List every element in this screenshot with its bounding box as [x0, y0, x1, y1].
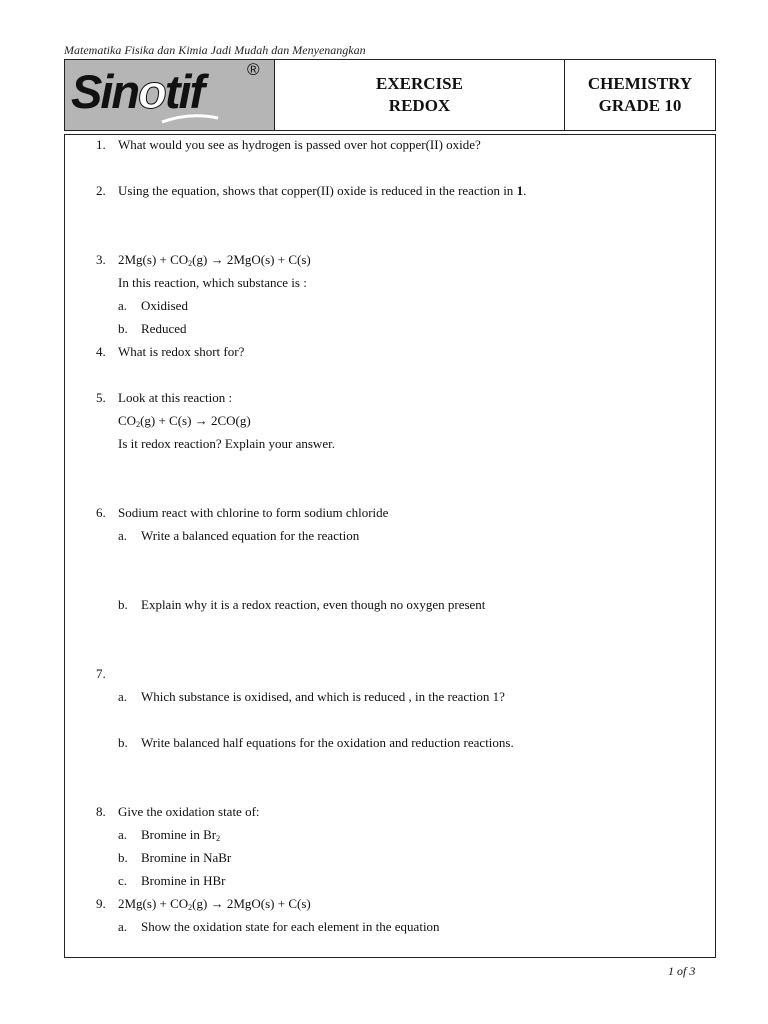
subject-line2: GRADE 10 [598, 96, 682, 115]
q8a-label: a. [118, 827, 128, 842]
q8b-label: b. [118, 850, 128, 865]
q2-number: 2. [96, 183, 106, 198]
registered-mark: ® [247, 60, 260, 79]
questions-box [64, 134, 716, 958]
q6a-text: Write a balanced equation for the reaction [141, 528, 360, 543]
q6-text: Sodium react with chlorine to form sodium chloride [118, 505, 389, 520]
q3-prompt: In this reaction, which substance is : [118, 275, 307, 290]
q9-equation: $2Mg(s) + CO_2(g) \to 2MgO(s) + C(s)$ [118, 896, 311, 912]
q5-equation: $CO_2(g) + C(s) \to 2CO(g)$ [118, 413, 251, 429]
q3-equation: $2Mg(s) + CO_2(g) \to 2MgO(s) + C(s)$ [118, 252, 311, 268]
q6b-text: Explain why it is a redox reaction, even though no oxygen present [141, 597, 486, 612]
q9a-text: Show the oxidation state for each element in the equation [141, 919, 440, 934]
q7b-label: b. [118, 735, 128, 750]
q4-text: What is redox short for? [118, 344, 245, 359]
q8a-text: Bromine in $Br_2$ [141, 827, 221, 843]
q1-text: What would you see as hydrogen is passed over hot copper(II) oxide? [118, 137, 481, 152]
logo-wordmark: Sinotif [71, 65, 204, 118]
q3a-text: Oxidised [141, 298, 188, 313]
q8c-text: Bromine in HBr [141, 873, 226, 888]
q3-number: 3. [96, 252, 106, 267]
q3b-label: b. [118, 321, 128, 336]
q3b-text: Reduced [141, 321, 187, 336]
exercise-title [275, 60, 565, 130]
q1-number: 1. [96, 137, 106, 152]
q5-follow: Is it redox reaction? Explain your answer. [118, 436, 335, 451]
logo [65, 60, 275, 130]
q6a-label: a. [118, 528, 128, 543]
q3a-label: a. [118, 298, 128, 313]
q8c-label: c. [118, 873, 128, 888]
title-line2: REDOX [388, 96, 451, 115]
q2-text: Using the equation, shows that copper(II) oxide is reduced in the reaction in 1. [118, 183, 527, 198]
q8-number: 8. [96, 804, 106, 819]
q8b-text: Bromine in NaBr [141, 850, 232, 865]
q4-number: 4. [96, 344, 106, 359]
page-number: 1 of 3 [668, 964, 696, 978]
q9-number: 9. [96, 896, 106, 911]
tagline: Matematika Fisika dan Kimia Jadi Mudah dan Menyenangkan [64, 43, 366, 57]
q5-text: Look at this reaction : [118, 390, 233, 405]
q6-number: 6. [96, 505, 106, 520]
title-line1: EXERCISE [376, 74, 463, 93]
q8-text: Give the oxidation state of: [118, 804, 260, 819]
logo-swoosh-icon [160, 112, 220, 126]
q7b-text: Write balanced half equations for the oxidation and reduction reactions. [141, 735, 514, 750]
q7a-text: Which substance is oxidised, and which is reduced , in the reaction 1? [141, 689, 505, 704]
q6b-label: b. [118, 597, 128, 612]
q9a-label: a. [118, 919, 128, 934]
q7-number: 7. [96, 666, 106, 681]
q5-number: 5. [96, 390, 106, 405]
worksheet-header [64, 59, 716, 131]
subject-line1: CHEMISTRY [587, 74, 693, 93]
subject-grade [565, 60, 715, 130]
q7a-label: a. [118, 689, 128, 704]
